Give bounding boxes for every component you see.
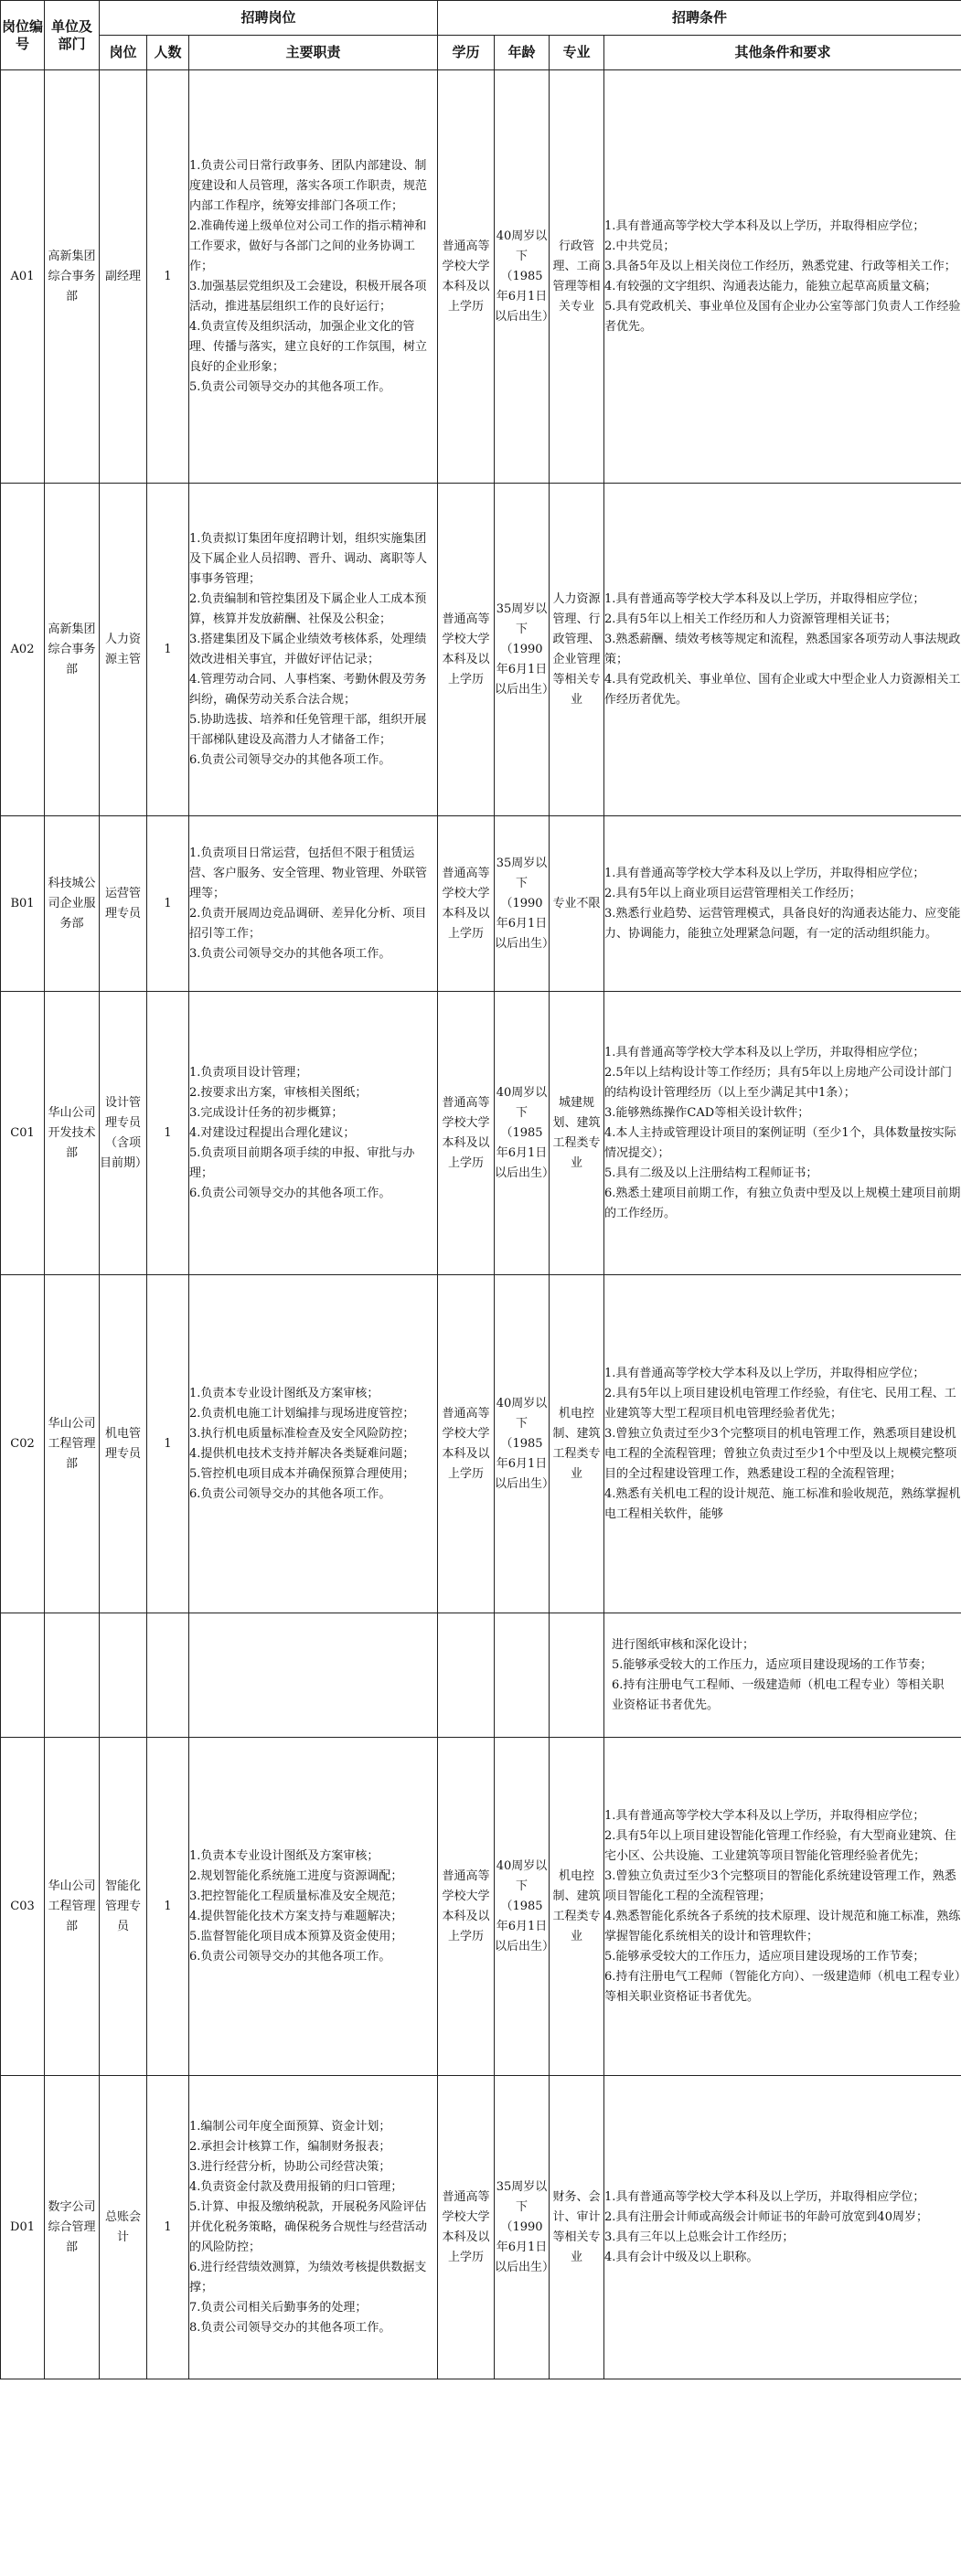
position-id: D01 [1,2076,45,2379]
table-row [1,484,961,816]
list-item: 3.完成设计任务的初步概算； [189,1105,344,1120]
duties-cell [189,70,438,484]
list-item: 5.管控机电项目成本并确保预算合理使用； [189,1466,415,1481]
age-cell: 40周岁以下（1985年6月1日以后出生） [495,70,550,484]
list-item: 8.负责公司领导交办的其他各项工作。 [189,2320,391,2335]
position-id: C03 [1,1738,45,2076]
header-other: 其他条件和要求 [604,36,961,70]
education-cell: 普通高等学校大学本科及以上学历 [438,816,495,992]
duties-cell [189,1275,438,1613]
position-cell: 总账会计 [100,2076,147,2379]
list-item: 5.能够承受较大的工作压力，适应项目建设现场的工作节奏； [604,1949,925,1964]
list-item: 5.计算、申报及缴纳税款，开展税务风险评估并优化税务策略，确保税务合规性与经营活动的风险防控； [189,2199,428,2254]
unit-cell: 华山公司工程管理部 [45,1738,100,2076]
count-cell: 1 [147,816,189,992]
list-item: 1.负责项目日常运营，包括但不限于租赁运营、客户服务、安全管理、物业管理、外联管理等； [189,846,428,900]
count-cell: 1 [147,1738,189,2076]
header-positions-group: 招聘岗位 [100,1,438,36]
list-item: 1.负责本专业设计图纸及方案审核； [189,1848,379,1863]
list-item: 1.具有普通高等学校大学本科及以上学历，并取得相应学位； [604,866,925,880]
header-unit: 单位及部门 [45,1,100,70]
list-item: 2.按要求出方案，审核相关图纸； [189,1085,368,1100]
list-item: 2.规划智能化系统施工进度与资源调配； [189,1868,403,1883]
other-requirements-cell [604,816,961,992]
major-cell: 行政管理、工商管理等相关专业 [550,70,604,484]
header-position: 岗位 [100,36,147,70]
education-cell: 普通高等学校大学本科及以上学历 [438,2076,495,2379]
list-item: 2.具有注册会计师或高级会计师证书的年龄可放宽到40周岁； [604,2209,928,2224]
other-requirements-cell [604,992,961,1275]
age-cell: 35周岁以下（1990年6月1日以后出生） [495,484,550,816]
list-item: 4.具有会计中级及以上职称。 [604,2250,759,2264]
age-cell: 40周岁以下（1985年6月1日以后出生） [495,1738,550,2076]
list-item: 4.管理劳动合同、人事档案、考勤休假及劳务纠纷，确保劳动关系合法合规； [189,672,427,707]
age-cell: 40周岁以下（1985年6月1日以后出生） [495,1275,550,1613]
count-cell: 1 [147,992,189,1275]
list-item: 3.把控智能化工程质量标准及安全规范； [189,1889,403,1903]
list-item: 4.负责资金付款及费用报销的归口管理； [189,2179,403,2194]
list-item: 5.负责公司领导交办的其他各项工作。 [189,379,391,394]
header-duties: 主要职责 [189,36,438,70]
list-item: 4.对建设过程提出合理化建议； [189,1125,356,1140]
list-item: 5.能够承受较大的工作压力，适应项目建设现场的工作节奏； [612,1657,933,1672]
list-item: 4.提供智能化技术方案支持与难题解决； [189,1909,403,1923]
list-item: 4.具有党政机关、事业单位、国有企业或大中型企业人力资源相关工作经历者优先。 [604,672,961,707]
list-item: 1.具有普通高等学校大学本科及以上学历，并取得相应学位； [604,218,925,233]
position-cell: 机电管理专员 [100,1275,147,1613]
list-item: 2.负责机电施工计划编排与现场进度管控； [189,1406,415,1421]
list-item: 3.进行经营分析，协助公司经营决策； [189,2159,391,2174]
list-item: 5.具有二级及以上注册结构工程师证书； [604,1166,818,1180]
other-requirements-cell [604,70,961,484]
empty-cell [189,1613,438,1738]
empty-cell [1,1613,45,1738]
education-cell: 普通高等学校大学本科及以上学历 [438,1738,495,2076]
list-item: 2.5年以上结构设计等工作经历；具有5年以上房地产公司设计部门的结构设计管理经历（以上至少满足其中1条）； [604,1065,952,1100]
list-item: 1.具有普通高等学校大学本科及以上学历，并取得相应学位； [604,1808,925,1823]
header-id: 岗位编号 [1,1,45,70]
list-item: 3.具备5年及以上相关岗位工作经历，熟悉党建、行政等相关工作； [604,259,956,273]
education-cell: 普通高等学校大学本科及以上学历 [438,992,495,1275]
position-cell: 设计管理专员（含项目前期） [100,992,147,1275]
list-item: 4.熟悉有关机电工程的设计规范、施工标准和验收规范，熟练掌握机电工程相关软件，能够 [604,1486,961,1521]
position-id: B01 [1,816,45,992]
list-item: 2.具有5年以上项目建设智能化管理工作经验，有大型商业建筑、住宅小区、公共设施、工业建筑等项目智能化管理经验者优先； [604,1828,956,1863]
count-cell: 1 [147,1275,189,1613]
other-requirements-continued [604,1613,961,1738]
list-item: 6.负责公司领导交办的其他各项工作。 [189,1486,391,1501]
position-id: A02 [1,484,45,816]
list-item: 6.负责公司领导交办的其他各项工作。 [189,752,391,767]
list-item: 1.具有普通高等学校大学本科及以上学历，并取得相应学位； [604,591,925,606]
major-cell: 财务、会计、审计等相关专业 [550,2076,604,2379]
list-item: 3.搭建集团及下属企业绩效考核体系，处理绩效改进相关事宜，并做好评估记录； [189,632,427,666]
list-item: 3.负责公司领导交办的其他各项工作。 [189,946,391,961]
empty-cell [550,1613,604,1738]
list-item: 进行图纸审核和深化设计； [612,1637,755,1652]
table-row [1,1738,961,2076]
list-item: 5.具有党政机关、事业单位及国有企业办公室等部门负责人工作经验者优先。 [604,299,961,334]
duties-cell [189,2076,438,2379]
other-requirements-cell [604,1738,961,2076]
major-cell: 城建规划、建筑工程类专业 [550,992,604,1275]
list-item: 5.监督智能化项目成本预算及资金使用； [189,1929,403,1943]
header-conditions-group: 招聘条件 [438,1,961,36]
list-item: 6.持有注册电气工程师（智能化方向）、一级建造师（机电工程专业）等相关职业资格证书者优先。 [604,1969,961,2004]
header-age: 年龄 [495,36,550,70]
list-item: 2.准确传递上级单位对公司工作的指示精神和工作要求，做好与各部门之间的业务协调工作； [189,218,427,273]
list-item: 6.负责公司领导交办的其他各项工作。 [189,1949,391,1964]
major-cell: 机电控制、建筑工程类专业 [550,1738,604,2076]
list-item: 3.熟悉薪酬、绩效考核等规定和流程，熟悉国家各项劳动人事法规政策； [604,632,961,666]
table-row [1,992,961,1275]
other-requirements-cell [604,2076,961,2379]
table-row [1,816,961,992]
list-item: 4.本人主持或管理设计项目的案例证明（至少1个，具体数量按实际情况提交）； [604,1125,956,1160]
empty-cell [100,1613,147,1738]
header-count: 人数 [147,36,189,70]
empty-cell [147,1613,189,1738]
header-major: 专业 [550,36,604,70]
list-item: 4.熟悉智能化系统各子系统的技术原理、设计规范和施工标准，熟练掌握智能化系统相关的设计和管理软件； [604,1909,961,1943]
table-row-continued [1,1613,961,1738]
duties-cell [189,484,438,816]
empty-cell [45,1613,100,1738]
list-item: 2.具有5年以上相关工作经历和人力资源管理相关证书； [604,612,897,626]
major-cell: 人力资源管理、行政管理、企业管理等相关专业 [550,484,604,816]
list-item: 5.协助选拔、培养和任免管理干部，组织开展干部梯队建设及高潜力人才储备工作； [189,712,427,747]
list-item: 7.负责公司相关后勤事务的处理； [189,2300,368,2315]
list-item: 2.承担会计核算工作，编制财务报表； [189,2139,391,2154]
list-item: 3.曾独立负责过至少3个完整项目的智能化系统建设管理工作，熟悉项目智能化工程的全流程管理； [604,1868,956,1903]
other-requirements-cell [604,1275,961,1613]
list-item: 2.负责编制和管控集团及下属企业人工成本预算，核算并发放薪酬、社保及公积金； [189,591,427,626]
count-cell: 1 [147,70,189,484]
table-body [1,70,961,2379]
position-id: A01 [1,70,45,484]
unit-cell: 科技城公司企业服务部 [45,816,100,992]
age-cell: 35周岁以下（1990年6月1日以后出生） [495,2076,550,2379]
list-item: 5.负责项目前期各项手续的申报、审批与办理； [189,1145,415,1180]
list-item: 1.负责公司日常行政事务、团队内部建设、制度建设和人员管理，落实各项工作职责，规范内部工作程序，统筹安排部门各项工作； [189,158,428,213]
list-item: 1.负责项目设计管理； [189,1065,308,1080]
list-item: 6.持有注册电气工程师、一级建造师（机电工程专业）等相关职业资格证书者优先。 [612,1677,945,1712]
list-item: 1.负责本专业设计图纸及方案审核； [189,1386,379,1400]
list-item: 4.负责宣传及组织活动，加强企业文化的管理、传播与落实，建立良好的工作氛围，树立良好的企业形象； [189,319,428,374]
education-cell: 普通高等学校大学本科及以上学历 [438,70,495,484]
duties-cell [189,992,438,1275]
education-cell: 普通高等学校大学本科及以上学历 [438,484,495,816]
unit-cell: 高新集团综合事务部 [45,484,100,816]
other-requirements-cell [604,484,961,816]
list-item: 6.负责公司领导交办的其他各项工作。 [189,1186,391,1200]
position-id: C02 [1,1275,45,1613]
header-education: 学历 [438,36,495,70]
table-row [1,70,961,484]
empty-cell [438,1613,495,1738]
position-cell: 运营管理专员 [100,816,147,992]
position-cell: 副经理 [100,70,147,484]
list-item: 2.具有5年以上项目建设机电管理工作经验，有住宅、民用工程、工业建筑等大型工程项目机电管理经验者优先； [604,1386,956,1421]
empty-cell [495,1613,550,1738]
position-id: C01 [1,992,45,1275]
list-item: 4.提供机电技术支持并解决各类疑难问题； [189,1446,415,1461]
unit-cell: 高新集团综合事务部 [45,70,100,484]
list-item: 2.具有5年以上商业项目运营管理相关工作经历； [604,886,861,900]
list-item: 1.编制公司年度全面预算、资金计划； [189,2119,391,2134]
unit-cell: 华山公司工程管理部 [45,1275,100,1613]
list-item: 2.负责开展周边竞品调研、差异化分析、项目招引等工作； [189,906,427,941]
duties-cell [189,816,438,992]
duties-cell [189,1738,438,2076]
unit-cell: 数字公司综合管理部 [45,2076,100,2379]
education-cell: 普通高等学校大学本科及以上学历 [438,1275,495,1613]
table-row [1,1275,961,1613]
unit-cell: 华山公司开发技术部 [45,992,100,1275]
position-cell: 人力资源主管 [100,484,147,816]
age-cell: 40周岁以下（1985年6月1日以后出生） [495,992,550,1275]
age-cell: 35周岁以下（1990年6月1日以后出生） [495,816,550,992]
count-cell: 1 [147,2076,189,2379]
list-item: 3.能够熟练操作CAD等相关设计软件； [604,1105,810,1120]
major-cell: 机电控制、建筑工程类专业 [550,1275,604,1613]
list-item: 2.中共党员； [604,239,676,253]
list-item: 3.加强基层党组织及工会建设，积极开展各项活动，推进基层组织工作的良好运行； [189,279,427,314]
list-item: 3.具有三年以上总账会计工作经历； [604,2230,795,2244]
major-cell: 专业不限 [550,816,604,992]
list-item: 1.具有普通高等学校大学本科及以上学历，并取得相应学位； [604,2189,925,2204]
list-item: 4.有较强的文字组织、沟通表达能力，能独立起草高质量文稿； [604,279,937,293]
list-item: 6.熟悉土建项目前期工作，有独立负责中型及以上规模土建项目前期的工作经历。 [604,1186,961,1220]
list-item: 1.负责拟订集团年度招聘计划，组织实施集团及下属企业人员招聘、晋升、调动、离职等人事事务管理； [189,531,428,586]
count-cell: 1 [147,484,189,816]
position-cell: 智能化管理专员 [100,1738,147,2076]
list-item: 6.进行经营绩效测算，为绩效考核提供数据支撑； [189,2260,427,2294]
list-item: 3.熟悉行业趋势、运营管理模式，具备良好的沟通表达能力、应变能力、协调能力，能独立处理紧急问题，有一定的活动组织能力。 [604,906,961,941]
list-item: 3.曾独立负责过至少3个完整项目的机电管理工作，熟悉项目建设机电工程的全流程管理；曾独立负责过至少1个中型及以上规模完整项目的全过程建设管理工作，熟悉建设工程的全流程管理； [604,1426,957,1481]
list-item: 3.执行机电质量标准检查及安全风险防控； [189,1426,415,1441]
list-item: 1.具有普通高等学校大学本科及以上学历，并取得相应学位； [604,1366,925,1380]
table-row [1,2076,961,2379]
list-item: 1.具有普通高等学校大学本科及以上学历，并取得相应学位； [604,1045,925,1059]
